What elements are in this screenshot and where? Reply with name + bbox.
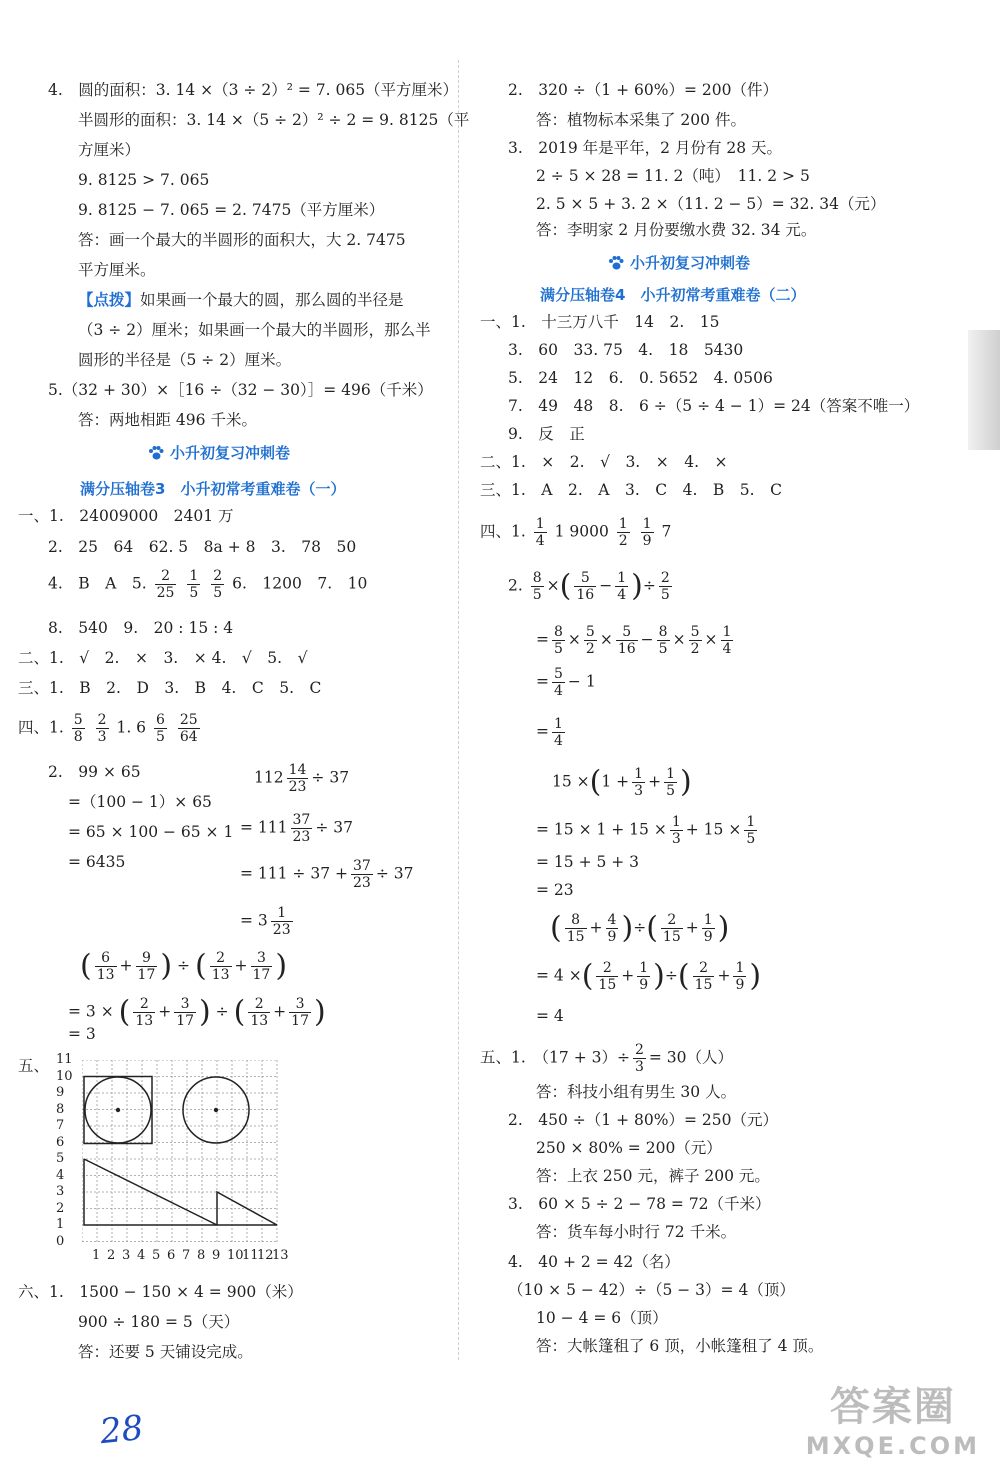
r-calc2-line4: = 23	[536, 881, 574, 899]
s1-line2: 2. 25 64 62. 5 8a + 8 3. 78 50	[48, 538, 357, 556]
fraction: $\frac{5}{2}$	[690, 624, 700, 657]
fraction: $\frac{1}{9}$	[735, 960, 745, 993]
fraction: $\frac{6}{13}$	[96, 950, 115, 983]
calc-c2-div: ÷	[215, 1002, 229, 1021]
r-calc1-line2: = $\frac{8}{5}$ × $\frac{5}{2}$ × $\frac{5}{16}$ − $\frac{8}{5}$ × $\frac{5}{2}$ × $\frac{1}{4}$	[536, 624, 732, 657]
r-s4-9000: 9000	[569, 522, 609, 541]
hint-text1: 如果画一个最大的圆，那么圆的半径是	[140, 291, 404, 309]
r-q3-line2: 2 ÷ 5 × 28 = 11. 2（吨） 11. 2 > 5	[536, 167, 810, 185]
r-calc3-line2: = 4 ×( $\frac{2}{15}$ + $\frac{1}{9}$ )÷( $\frac{2}{15}$ + $\frac{1}{9}$ )	[536, 958, 762, 994]
fraction: $\frac{2}{5}$	[213, 568, 223, 601]
r-calc3-line3: = 4	[536, 1007, 564, 1025]
calc2-start: 15 ×	[552, 772, 590, 791]
calc-b-3	[240, 858, 413, 891]
calc-b-int: 112	[254, 768, 284, 787]
calc-b-2	[240, 812, 353, 845]
q4-line2: 半圆形的面积：3. 14 ×（5 ÷ 2）² ÷ 2 = 9. 8125（平	[78, 111, 470, 129]
y-tick-label: 11	[56, 1052, 73, 1067]
calc2-l2: = 15 × 1 + 15 ×	[536, 820, 667, 839]
fraction: $\frac{1}{5}$	[746, 814, 756, 847]
hint-line2: （3 ÷ 2）厘米；如果画一个最大的半圆形，那么半	[78, 321, 431, 339]
s6-line1: 六、1. 1500 − 150 × 4 = 900（米）	[18, 1283, 303, 1301]
fraction: $\frac{2}{13}$	[250, 996, 269, 1029]
fraction: $\frac{8}{5}$	[554, 624, 563, 657]
fraction: $\frac{1}{9}$	[642, 516, 652, 549]
s4-mid: 1. 6	[116, 718, 147, 737]
section-title-right	[608, 252, 750, 273]
r-s5-l1a: 五、1. （17 + 3）÷	[480, 1048, 630, 1067]
fraction: $\frac{2}{15}$	[598, 960, 617, 993]
fraction: $\frac{1}{5}$	[189, 568, 199, 601]
q4-line3: 方厘米）	[78, 141, 141, 159]
y-tick-label: 2	[56, 1200, 65, 1216]
eq-sign: =	[536, 722, 549, 741]
fraction: $\frac{5}{16}$	[576, 570, 595, 603]
r-s1-line1: 一、1. 十三万八千 14 2. 15	[480, 313, 720, 331]
x-tick-label: 4	[137, 1248, 146, 1263]
fraction: $\frac{5}{2}$	[585, 624, 595, 657]
s6-line2: 900 ÷ 180 = 5（天）	[78, 1313, 240, 1331]
fraction: $\frac{8}{15}$	[566, 912, 585, 945]
calc-b-4	[240, 905, 296, 938]
fraction: $\frac{2}{3}$	[97, 712, 107, 745]
r-s5-answer4: 答：大帐篷租了 6 顶，小帐篷租了 4 顶。	[536, 1337, 824, 1355]
paw-icon	[608, 256, 624, 270]
circle-left-center	[116, 1108, 120, 1112]
fraction: $\frac{1}{4}$	[617, 570, 627, 603]
q4-line1: 4. 圆的面积：3. 14 ×（3 ÷ 2）² = 7. 065（平方厘米）	[48, 81, 459, 99]
r-s2-line: 二、1. × 2. √ 3. × 4. ×	[480, 453, 728, 471]
fraction: $\frac{1}{9}$	[703, 912, 713, 945]
r-s5-answer3: 答：货车每小时行 72 千米。	[536, 1223, 737, 1241]
calc-b2-int: = 111	[240, 818, 288, 837]
fraction: $\frac{2}{13}$	[211, 950, 230, 983]
r-s5-answer1: 答：科技小组有男生 30 人。	[536, 1083, 737, 1101]
r-s5-l1b: = 30（人）	[648, 1048, 734, 1067]
fraction: $\frac{1}{4}$	[535, 516, 545, 549]
fraction: $\frac{1}{2}$	[618, 516, 628, 549]
s4-label: 四、1.	[18, 718, 64, 737]
y-tick-label: 5	[56, 1151, 65, 1166]
fraction: $\frac{2}{5}$	[660, 570, 670, 603]
r-s5-line4: 250 × 80% = 200（元）	[536, 1139, 722, 1157]
y-tick-label: 6	[56, 1134, 65, 1150]
x-tick-label: 10	[227, 1248, 244, 1263]
fraction: $\frac{4}{9}$	[607, 912, 617, 945]
fraction: $\frac{1}{4}$	[554, 716, 563, 749]
x-tick-label: 6	[167, 1248, 176, 1263]
fraction: $\frac{5}{8}$	[73, 712, 83, 745]
eq-sign: =	[536, 672, 549, 691]
r-s5-line1	[480, 1042, 733, 1075]
x-tick-label: 1	[92, 1248, 101, 1263]
r-s5-line9: （10 × 5 − 42）÷（5 − 3）= 4（顶）	[508, 1281, 795, 1299]
paw-icon	[148, 446, 164, 460]
circle-right-center	[214, 1108, 218, 1112]
r-q3-line1: 3. 2019 年是平年，2 月份有 28 天。	[508, 139, 783, 157]
fraction: $\frac{2}{25}$	[156, 568, 175, 601]
calc-b4-int: = 3	[240, 911, 268, 930]
q4-line5: 9. 8125 − 7. 065 = 2. 7475（平方厘米）	[78, 201, 385, 219]
fraction: $\frac{1}{23}$	[272, 905, 291, 938]
y-tick-label: 8	[56, 1101, 65, 1117]
watermark-bottom: MXQE.COM	[805, 1432, 980, 1460]
r-s1-line3: 5. 24 12 6. 0. 5652 4. 0506	[508, 369, 773, 387]
exam-title-left: 满分压轴卷3 小升初常考重难卷（一）	[80, 480, 346, 498]
q4-answer-cont: 平方厘米。	[78, 261, 156, 279]
watermark-top: 答案圈	[829, 1384, 956, 1430]
calc-a-3: = 65 × 100 − 65 × 1	[68, 823, 234, 841]
hint-line1	[78, 290, 404, 310]
r-calc3-line1: ( $\frac{8}{15}$ + $\frac{4}{9}$ )÷( $\frac{2}{15}$ + $\frac{1}{9}$ )	[550, 910, 730, 946]
r-s5-line6: 3. 60 × 5 ÷ 2 − 78 = 72（千米）	[508, 1195, 771, 1213]
fraction: $\frac{1}{4}$	[722, 624, 732, 657]
minus-one: − 1	[567, 672, 596, 691]
x-tick-label: 7	[182, 1248, 191, 1263]
watermark	[806, 1375, 980, 1460]
calc-c-1: ( $\frac{6}{13}$ + $\frac{9}{17}$ ) ÷ ( $\frac{2}{13}$ + $\frac{3}{17}$ )	[80, 948, 288, 984]
fraction: $\frac{2}{15}$	[662, 912, 681, 945]
r-calc1-num: 2.	[508, 576, 523, 595]
s4-line1	[18, 712, 203, 745]
r-s4-seven: 7	[661, 522, 672, 541]
r-calc2-line2: = 15 × 1 + 15 × $\frac{1}{3}$ + 15 × $\frac{1}{5}$	[536, 814, 756, 847]
s1-line3-b: 6. 1200 7. 10	[232, 574, 368, 593]
fraction: $\frac{3}{17}$	[176, 996, 195, 1029]
r-s5-line8: 4. 40 + 2 = 42（名）	[508, 1253, 680, 1271]
calc-b3-div: ÷ 37	[375, 864, 414, 883]
s1-line4: 8. 540 9. 20 : 15 : 4	[48, 619, 234, 637]
fraction: $\frac{9}{17}$	[137, 950, 156, 983]
r-s5-answer2: 答：上衣 250 元，裤子 200 元。	[536, 1167, 770, 1185]
r-s5-line3: 2. 450 ÷（1 + 80%）= 250（元）	[508, 1111, 778, 1129]
x-tick-label: 12	[257, 1248, 274, 1263]
r-s1-line2: 3. 60 33. 75 4. 18 5430	[508, 341, 744, 359]
fraction: $\frac{37}{23}$	[352, 858, 371, 891]
y-tick-label: 7	[56, 1118, 65, 1133]
r-calc2-line1: 15 ×(1 + $\frac{1}{3}$ + $\frac{1}{5}$ )	[552, 764, 692, 800]
fraction: $\frac{1}{3}$	[634, 766, 644, 799]
r-q3-answer: 答：李明家 2 月份要缴水费 32. 34 元。	[536, 221, 817, 239]
hint-line3: 圆形的半径是（5 ÷ 2）厘米。	[78, 351, 292, 369]
fraction: $\frac{6}{5}$	[155, 712, 165, 745]
calc-b-1	[254, 762, 349, 795]
fraction: $\frac{2}{3}$	[634, 1042, 644, 1075]
fraction: $\frac{1}{5}$	[666, 766, 675, 799]
x-tick-label: 9	[212, 1248, 221, 1263]
s1-line3-a: 4. B A 5.	[48, 574, 147, 593]
s1-line3	[48, 568, 367, 601]
y-tick-label: 1	[56, 1217, 65, 1232]
fraction: $\frac{1}{9}$	[639, 960, 649, 993]
q5-answer: 答：两地相距 496 千米。	[78, 411, 257, 429]
x-tick-label: 11	[242, 1248, 259, 1263]
fraction: $\frac{37}{23}$	[292, 812, 311, 845]
calc-c-div: ÷	[177, 956, 191, 975]
calc-a-1: 2. 99 × 65	[48, 763, 141, 781]
s5-label: 五、	[18, 1057, 50, 1075]
q4-answer: 答：画一个最大的半圆形的面积大，大 2. 7475	[78, 231, 406, 249]
fraction: $\frac{3}{17}$	[252, 950, 271, 983]
fraction: $\frac{3}{17}$	[291, 996, 309, 1029]
s6-answer: 答：还要 5 天铺设完成。	[78, 1343, 253, 1361]
q4-line4: 9. 8125 > 7. 065	[78, 171, 210, 189]
calc-a-2: =（100 − 1）× 65	[68, 793, 212, 811]
fraction: $\frac{1}{3}$	[671, 814, 681, 847]
r-s3-line: 三、1. A 2. A 3. C 4. B 5. C	[480, 481, 782, 499]
r-s4-label: 四、1.	[480, 522, 526, 541]
y-tick-label: 0	[56, 1233, 65, 1249]
y-tick-label: 10	[56, 1068, 73, 1084]
section-title-left	[148, 442, 290, 463]
fraction: $\frac{5}{16}$	[617, 624, 636, 657]
x-tick-label: 8	[197, 1248, 206, 1263]
r-calc1-line4	[536, 716, 568, 749]
calc-c-3: = 3	[68, 1025, 96, 1043]
q5-line1: 5.（32 + 30）×［16 ÷（32 − 30）］= 496（千米）	[48, 381, 433, 399]
s3-line: 三、1. B 2. D 3. B 4. C 5. C	[18, 679, 322, 697]
hint-tag: 【点拨】	[78, 290, 141, 309]
section-title-text: 小升初复习冲刺卷	[170, 444, 291, 462]
r-calc1-line3	[536, 666, 596, 699]
calc-b-div: ÷ 37	[311, 768, 350, 787]
r-s4-one: 1	[554, 522, 565, 541]
fraction: $\frac{5}{4}$	[554, 666, 563, 699]
r-s1-line5: 9. 反 正	[508, 425, 585, 443]
y-tick-label: 4	[56, 1167, 65, 1183]
r-s1-line4: 7. 49 48 8. 6 ÷（5 ÷ 4 − 1）= 24（答案不唯一）	[508, 397, 920, 415]
column-divider	[458, 60, 459, 1360]
calc-b2-div: ÷ 37	[315, 818, 353, 837]
calc-a-4: = 6435	[68, 853, 126, 871]
y-tick-label: 3	[56, 1184, 65, 1199]
exam-title-right: 满分压轴卷4 小升初常考重难卷（二）	[540, 286, 806, 304]
r-q2-line1: 2. 320 ÷（1 + 60%）= 200（件）	[508, 81, 778, 99]
x-tick-label: 2	[107, 1248, 116, 1263]
calc-b3-text: = 111 ÷ 37 +	[240, 864, 348, 883]
page-edge-shadow	[968, 330, 1000, 450]
fraction: $\frac{2}{13}$	[135, 996, 154, 1029]
r-q2-answer: 答：植物标本采集了 200 件。	[536, 111, 746, 129]
x-tick-label: 13	[272, 1248, 289, 1263]
fraction: $\frac{2}{15}$	[694, 960, 713, 993]
r-calc2-line3: = 15 + 5 + 3	[536, 853, 640, 871]
r-q3-line3: 2. 5 × 5 + 3. 2 ×（11. 2 − 5）= 32. 34（元）	[536, 195, 886, 213]
grid-lines	[82, 1060, 277, 1242]
s2-line: 二、1. √ 2. × 3. × 4. √ 5. √	[18, 649, 308, 667]
fraction: $\frac{14}{23}$	[288, 762, 307, 795]
y-tick-label: 9	[56, 1085, 65, 1100]
r-s5-line10: 10 − 4 = 6（顶）	[536, 1309, 668, 1327]
calc-c-mul: = 3 ×	[68, 1002, 114, 1021]
s1-line1: 一、1. 24009000 2401 万	[18, 507, 234, 525]
calc-c-2: = 3 × ( $\frac{2}{13}$ + $\frac{3}{17}$ ) ÷ ( $\frac{2}{13}$ + $\frac{3}{17}$ )	[68, 994, 326, 1030]
x-tick-label: 3	[122, 1248, 131, 1263]
section-title-text: 小升初复习冲刺卷	[630, 254, 751, 272]
r-calc1-line1: 2. $\frac{8}{5}$ ×( $\frac{5}{16}$ − $\frac{1}{4}$ )÷ $\frac{2}{5}$	[508, 568, 670, 604]
x-tick-label: 5	[152, 1248, 161, 1263]
fraction: $\frac{8}{5}$	[532, 570, 542, 603]
eq-sign: =	[536, 630, 549, 649]
page-number-handwritten: 28	[98, 1407, 146, 1453]
fraction: $\frac{8}{5}$	[658, 624, 668, 657]
fraction: $\frac{25}{64}$	[179, 712, 198, 745]
r-s4-line1	[480, 516, 671, 549]
grid-figure	[82, 1060, 282, 1250]
